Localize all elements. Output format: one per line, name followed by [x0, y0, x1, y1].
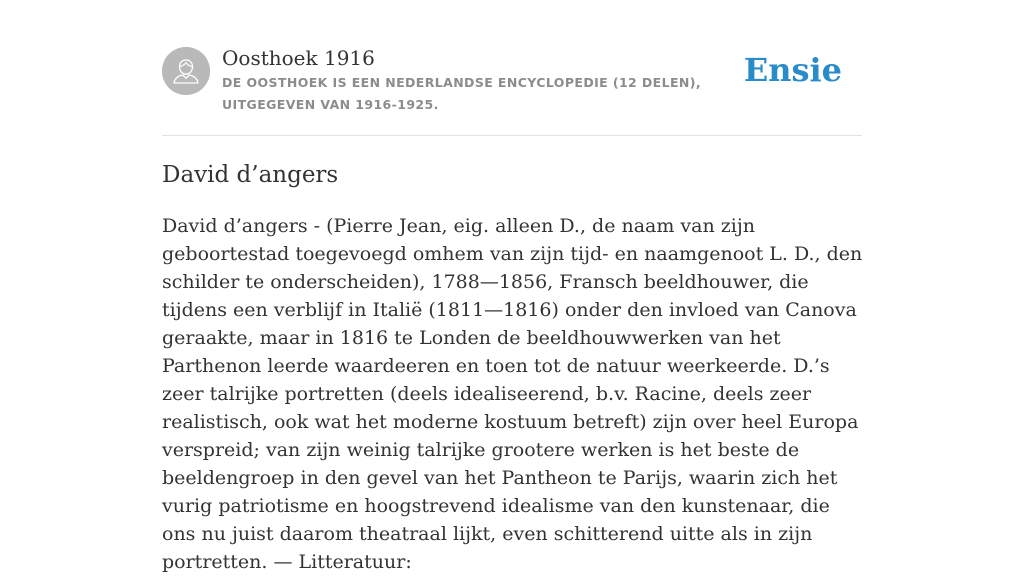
article-body: David d’angers - (Pierre Jean, eig. alleen D., de naam van zijn geboortestad toegevoegd omhem van zijn tijd- en naamgenoot L. D., den schilder te onderscheiden), 1788—1856, Fransch beeldhouwer, die tijdens een verblijf in Italië (1811—1816) onder den invloed van Canova geraakte, maar in 1816 te Londen de beeldhouwwerken van het Parthenon leerde waardeeren en toen tot de natuur weerkeerde. D.’s zeer talrijke portretten (deels idealiseerend, b.v. Racine, deels zeer realistisch, ook wat het moderne kostuum betreft) zijn over heel Europa verspreid; van zijn weinig talrijke grootere werken is het beste de beeldengroep in den gevel van het Pantheon te Parijs, waarin zich het vurig patriotisme en hoogstrevend idealisme van den kunstenaar, die ons nu juist daarom theatraal lijkt, even schitterend uitte als in zijn portretten. — Litteratuur: — [162, 215, 863, 573]
user-avatar-icon — [162, 47, 210, 95]
header-divider — [162, 135, 862, 136]
source-header — [162, 46, 862, 118]
source-name[interactable]: Oosthoek 1916 — [222, 46, 375, 70]
source-description: DE OOSTHOEK IS EEN NEDERLANDSE ENCYCLOPEDIE (12 DELEN), UITGEGEVEN VAN 1916-1925. — [222, 75, 702, 112]
user-silhouette-icon — [162, 47, 210, 95]
ensie-logo[interactable]: Ensie — [743, 51, 842, 89]
article-title: David d’angers — [162, 162, 339, 188]
